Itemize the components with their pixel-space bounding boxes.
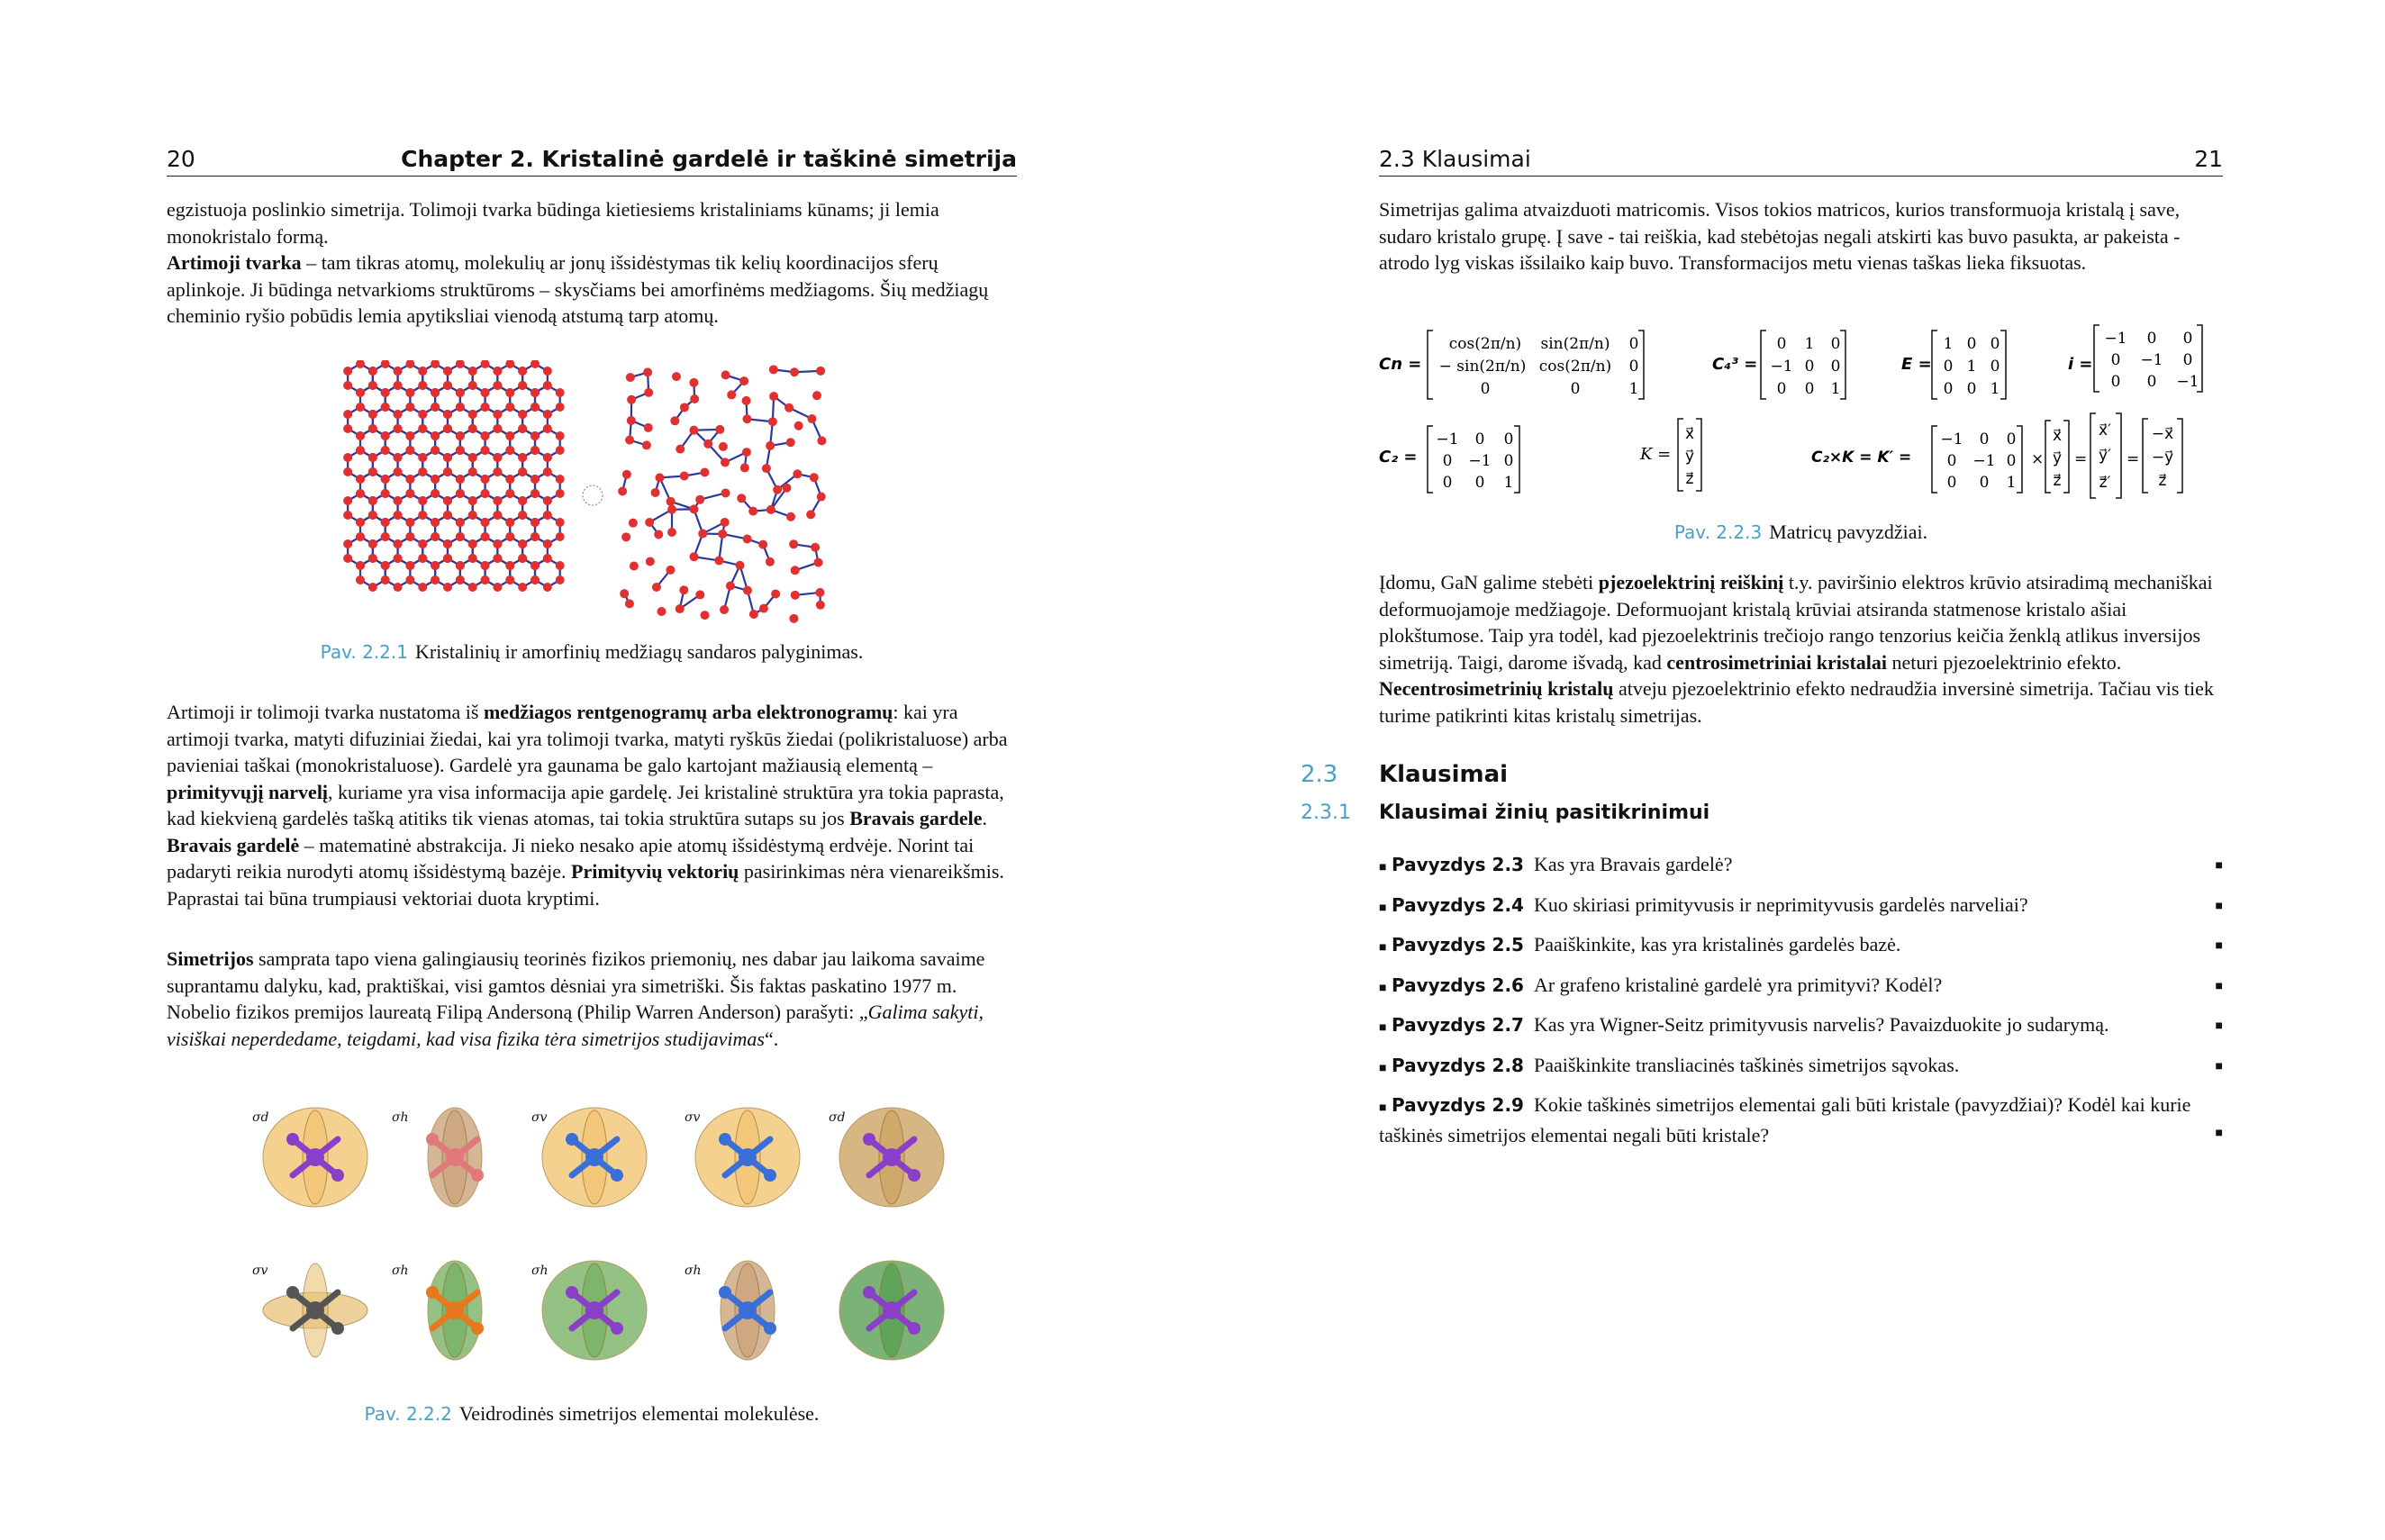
svg-text:z⃗: z⃗: [2158, 472, 2167, 490]
svg-text:σd: σd: [829, 1110, 846, 1125]
crystal-amorphous-image: [342, 360, 847, 630]
svg-text:0: 0: [2146, 373, 2157, 391]
svg-text:C₄³ =: C₄³ =: [1712, 355, 1758, 374]
figure-2-caption: [167, 1402, 1017, 1426]
matrices-image: [1379, 320, 2223, 500]
svg-text:y⃗: y⃗: [1684, 448, 1695, 466]
svg-text:0: 0: [1979, 430, 1990, 448]
svg-text:y⃗′: y⃗′: [2099, 447, 2111, 465]
svg-text:−1: −1: [2140, 351, 2163, 369]
svg-text:sin(2π/n): sin(2π/n): [1540, 335, 1610, 353]
svg-text:x⃗: x⃗: [2052, 427, 2063, 445]
svg-text:0: 0: [1570, 380, 1581, 398]
svg-text:−x⃗: −x⃗: [2151, 425, 2174, 443]
svg-text:0: 0: [1943, 380, 1954, 398]
right-page-number: 21: [2194, 146, 2223, 172]
svg-text:0: 0: [1804, 358, 1815, 376]
svg-text:0: 0: [2182, 330, 2193, 348]
svg-text:1: 1: [1804, 335, 1815, 353]
svg-text:×: ×: [2031, 450, 2045, 468]
left-para-3: [167, 946, 1017, 1052]
svg-text:0: 0: [1966, 380, 1977, 398]
right-para-2: [1379, 569, 2223, 729]
term-artimoji: Artimoji tvarka: [167, 251, 302, 274]
svg-text:=: =: [2074, 450, 2088, 468]
exercise-item: ■ Pavyzdys 2.3 Kas yra Bravais gardelė? ■: [1379, 853, 2223, 875]
exercise-item: ■ Pavyzdys 2.7 Kas yra Wigner-Seitz primityvusis narvelis? Pavaizduokite jo sudarymą. ■: [1379, 1013, 2223, 1036]
matrix-c2: [1379, 426, 1519, 493]
svg-text:y⃗: y⃗: [2052, 449, 2063, 467]
para-rentgen: Artimoji ir tolimoji tvarka nustatoma iš medžiagos rentgenogramų arba elektronogramų: kai yra artimoji tvarka, matyti difuziniai žiedai, kai yra tolimoji tvarka, matyti ryškūs žiedai (polikristaluose) arba pavieniai taškai (monokristaluose). Gardelė yra gaunama be galo kartojant mažiausią elementą – primityvųjį narvelį, kuriame yra visa informacija apie gardelę. Jei kristalinė struktūra yra tokia paprasta, kad kiekvieną gardelės tašką atitiks tik vienas atomas, tai tokia struktūra sutaps su jos Bravais gardele. Bravais gardelė – matematinė abstrakcija. Ji nieko nesako apie atomų išsidėstymą erdvėje. Norint tai padaryti reikia nurodyti atomų išsidėstymą bazėje. Primityvių vektorių pasirinkimas nėra vienareikšmis. Paprastai tai būna trumpiausi vektoriai duota kryptimi.: [167, 701, 1008, 910]
matrix-e: [1901, 331, 2006, 399]
svg-text:0: 0: [1474, 474, 1485, 492]
section-heading: [1301, 761, 1508, 788]
matrix-k: [1639, 419, 1701, 491]
svg-text:z⃗: z⃗: [2053, 472, 2062, 490]
figure-2-text: Veidrodinės simetrijos elementai molekulėse.: [458, 1402, 820, 1425]
figure-1-label: Pav. 2.2.1: [320, 641, 408, 663]
svg-text:0: 0: [1503, 452, 1514, 470]
figure-matrices: [1379, 320, 2223, 500]
exercise-item: ■ Pavyzdys 2.8 Paaiškinkite transliacinės taškinės simetrijos sąvokas. ■: [1379, 1053, 2223, 1076]
chapter-title: Chapter 2. Kristalinė gardelė ir taškinė simetrija: [401, 146, 1017, 172]
section-number: 2.3: [1301, 761, 1338, 788]
figure-1-caption: [167, 640, 1017, 664]
svg-text:1: 1: [1990, 380, 2000, 398]
svg-text:z⃗′: z⃗′: [2099, 474, 2111, 492]
right-para-1: [1379, 196, 2223, 276]
molecules-image: [234, 1081, 1009, 1387]
right-section-header: 2.3 Klausimai: [1379, 146, 1531, 172]
svg-text:0: 0: [1979, 474, 1990, 492]
right-running-header: [1379, 146, 2223, 177]
svg-text:0: 0: [1628, 358, 1639, 376]
section-title: Klausimai: [1379, 761, 1509, 788]
svg-text:cos(2π/n): cos(2π/n): [1538, 358, 1612, 376]
svg-text:0: 0: [1946, 452, 1957, 470]
svg-text:0: 0: [1804, 380, 1815, 398]
svg-text:0: 0: [1480, 380, 1491, 398]
svg-text:−1: −1: [1972, 452, 1996, 470]
svg-text:σh: σh: [392, 1110, 409, 1125]
svg-text:−1: −1: [1940, 430, 1963, 448]
exercise-item: ■ Pavyzdys 2.9 Kokie taškinės simetrijos elementai gali būti kristale (pavyzdžiai)? Kodėl kai kurie taškinės simetrijos elementai negali būti kristale? ■: [1379, 1093, 2223, 1146]
figure-2-label: Pav. 2.2.2: [364, 1403, 452, 1425]
svg-text:0: 0: [2006, 430, 2017, 448]
para-matricos: Simetrijas galima atvaizduoti matricomis. Visos tokios matricos, kurios transformuoja kristalą į save, sudaro kristalo grupę. Į save - tai reiškia, kad stebėtojas negali atskirti kas buvo pasukta, ar pakeista - atrodo lyg viskas išsilaiko kaip buvo. Transformacijos metu vienas taškas lieka fiksuotas.: [1379, 198, 2181, 274]
svg-text:1: 1: [2006, 474, 2017, 492]
svg-text:0: 0: [1990, 335, 2000, 353]
svg-text:0: 0: [1946, 474, 1957, 492]
svg-text:0: 0: [2110, 351, 2121, 369]
left-para-2: [167, 699, 1017, 911]
figure-3-caption: [1379, 521, 2223, 544]
svg-text:Cn =: Cn =: [1379, 355, 1422, 374]
svg-text:0: 0: [1776, 380, 1787, 398]
svg-text:−1: −1: [2104, 330, 2127, 348]
svg-text:0: 0: [1943, 358, 1954, 376]
svg-text:σh: σh: [531, 1264, 549, 1278]
svg-text:− sin(2π/n): − sin(2π/n): [1438, 358, 1527, 376]
matrix-i: [2068, 325, 2202, 392]
figure-1-text: Kristalinių ir amorfinių medžiagų sandaros palyginimas.: [414, 640, 864, 663]
para-pjezo: Įdomu, GaN galime stebėti pjezoelektrinį reiškinį t.y. paviršinio elektros krūvio atsiradimą mechaniškai deformuojamoje medžiagoje. Deformuojant kristalą krūviai atsiranda statmenose kristalo ašiai plokštumose. Taip yra todėl, kad pjezoelektrinis trečiojo rango tenzorius keičia ženklą atlikus inversijos simetriją. Taigi, darome išvadą, kad centrosimetriniai kristalai neturi pjezoelektrinio efekto. Necentrosimetrinių kristalų atveju pjezoelektrinio efekto nedraudžia inversinė simetrija. Tačiau vis tiek turime patikrinti kitas kristalų simetrijas.: [1379, 571, 2214, 727]
svg-text:−y⃗: −y⃗: [2151, 448, 2174, 467]
svg-text:−1: −1: [1770, 358, 1793, 376]
right-page: [1192, 0, 2385, 1540]
svg-text:0: 0: [1830, 335, 1841, 353]
exercise-item: ■ Pavyzdys 2.6 Ar grafeno kristalinė gardelė yra primityvi? Kodėl? ■: [1379, 973, 2223, 996]
subsection-title: Klausimai žinių pasitikrinimui: [1379, 802, 1710, 824]
svg-text:E =: E =: [1901, 355, 1932, 374]
svg-text:σv: σv: [531, 1110, 548, 1125]
svg-text:0: 0: [1474, 430, 1485, 448]
svg-text:σv: σv: [252, 1264, 268, 1278]
left-page-number: 20: [167, 146, 195, 172]
subsection-number: 2.3.1: [1301, 802, 1351, 824]
svg-text:0: 0: [2146, 330, 2157, 348]
svg-text:x⃗: x⃗: [1684, 425, 1695, 443]
svg-text:C₂×K = K′ =: C₂×K = K′ =: [1811, 448, 1912, 467]
para-simetrijos: Simetrijos samprata tapo viena galingiausių teorinės fizikos priemonių, nes dabar jau laikoma savaime suprantamu dalyku, kad, praktiškai, visi gamtos dėsniai yra simetriški. Šis faktas paskatino 1977 m. Nobelio fizikos premijos laureatą Filipą Andersoną (Philip Warren Anderson) parašyti: „Galima sakyti, visiškai neperdedame, teigdami, kad visa fizika tėra simetrijos studijavimas“.: [167, 947, 985, 1050]
left-para-1: [167, 196, 1017, 330]
svg-text:−1: −1: [2176, 373, 2199, 391]
svg-text:σd: σd: [252, 1110, 269, 1125]
svg-text:0: 0: [1628, 335, 1639, 353]
svg-text:σv: σv: [685, 1110, 701, 1125]
exercise-item: ■ Pavyzdys 2.4 Kuo skiriasi primityvusis ir neprimityvusis gardelės narveliai? ■: [1379, 892, 2223, 916]
svg-text:1: 1: [1628, 380, 1639, 398]
svg-text:cos(2π/n): cos(2π/n): [1448, 335, 1522, 353]
svg-text:0: 0: [1830, 358, 1841, 376]
figure-mirror-symmetry: [234, 1081, 1009, 1387]
matrix-cn: [1379, 331, 1644, 399]
svg-text:C₂ =: C₂ =: [1379, 448, 1418, 467]
svg-text:1: 1: [1966, 358, 1977, 376]
figure-3-label: Pav. 2.2.3: [1673, 521, 1763, 543]
subsection-heading: [1301, 802, 1709, 824]
figure-crystal-amorphous: [342, 360, 847, 630]
exercise-item: ■ Pavyzdys 2.5 Paaiškinkite, kas yra kristalinės gardelės bazė. ■: [1379, 933, 2223, 956]
svg-text:z⃗: z⃗: [1685, 470, 1694, 488]
para-artimoji: [167, 249, 1017, 330]
svg-text:1: 1: [1830, 380, 1841, 398]
svg-text:x⃗′: x⃗′: [2099, 421, 2111, 439]
svg-text:0: 0: [1776, 335, 1787, 353]
svg-text:0: 0: [1442, 474, 1453, 492]
exercise-list: [1379, 851, 2223, 1158]
svg-text:0: 0: [1966, 335, 1977, 353]
left-running-header: [167, 146, 1017, 177]
left-page: [0, 0, 1192, 1540]
matrix-c43: [1712, 331, 1845, 399]
svg-text:0: 0: [2006, 452, 2017, 470]
matrix-c2k: [1811, 413, 2182, 498]
svg-text:0: 0: [1990, 358, 2000, 376]
figure-3-text: Matricų pavyzdžiai.: [1769, 521, 1928, 543]
para-artimoji-text: – tam tikras atomų, molekulių ar jonų išsidėstymas tik kelių koordinacijos sferų aplinkoje. Ji būdinga netvarkioms struktūroms – skysčiams bei amorfinėms medžiagoms. Šių medžiagų cheminio ryšio pobūdis lemia apytiksliai vienodą atstumą tarp atomų.: [167, 251, 989, 327]
para-tolimoji-end: egzistuoja poslinkio simetrija. Tolimoji tvarka būdinga kietiesiems kristaliniams kūnams; ji lemia monokristalo formą.: [167, 198, 939, 248]
svg-text:1: 1: [1503, 474, 1514, 492]
svg-text:0: 0: [1503, 430, 1514, 448]
svg-text:0: 0: [2182, 351, 2193, 369]
svg-text:σh: σh: [392, 1264, 409, 1278]
svg-text:−1: −1: [1468, 452, 1492, 470]
svg-text:=: =: [2127, 450, 2140, 468]
svg-text:σh: σh: [685, 1264, 702, 1278]
svg-text:1: 1: [1943, 335, 1954, 353]
svg-text:−1: −1: [1436, 430, 1459, 448]
svg-text:0: 0: [2110, 373, 2121, 391]
svg-text:0: 0: [1442, 452, 1453, 470]
svg-text:i =: i =: [2068, 355, 2093, 374]
svg-text:K =: K =: [1640, 445, 1672, 464]
